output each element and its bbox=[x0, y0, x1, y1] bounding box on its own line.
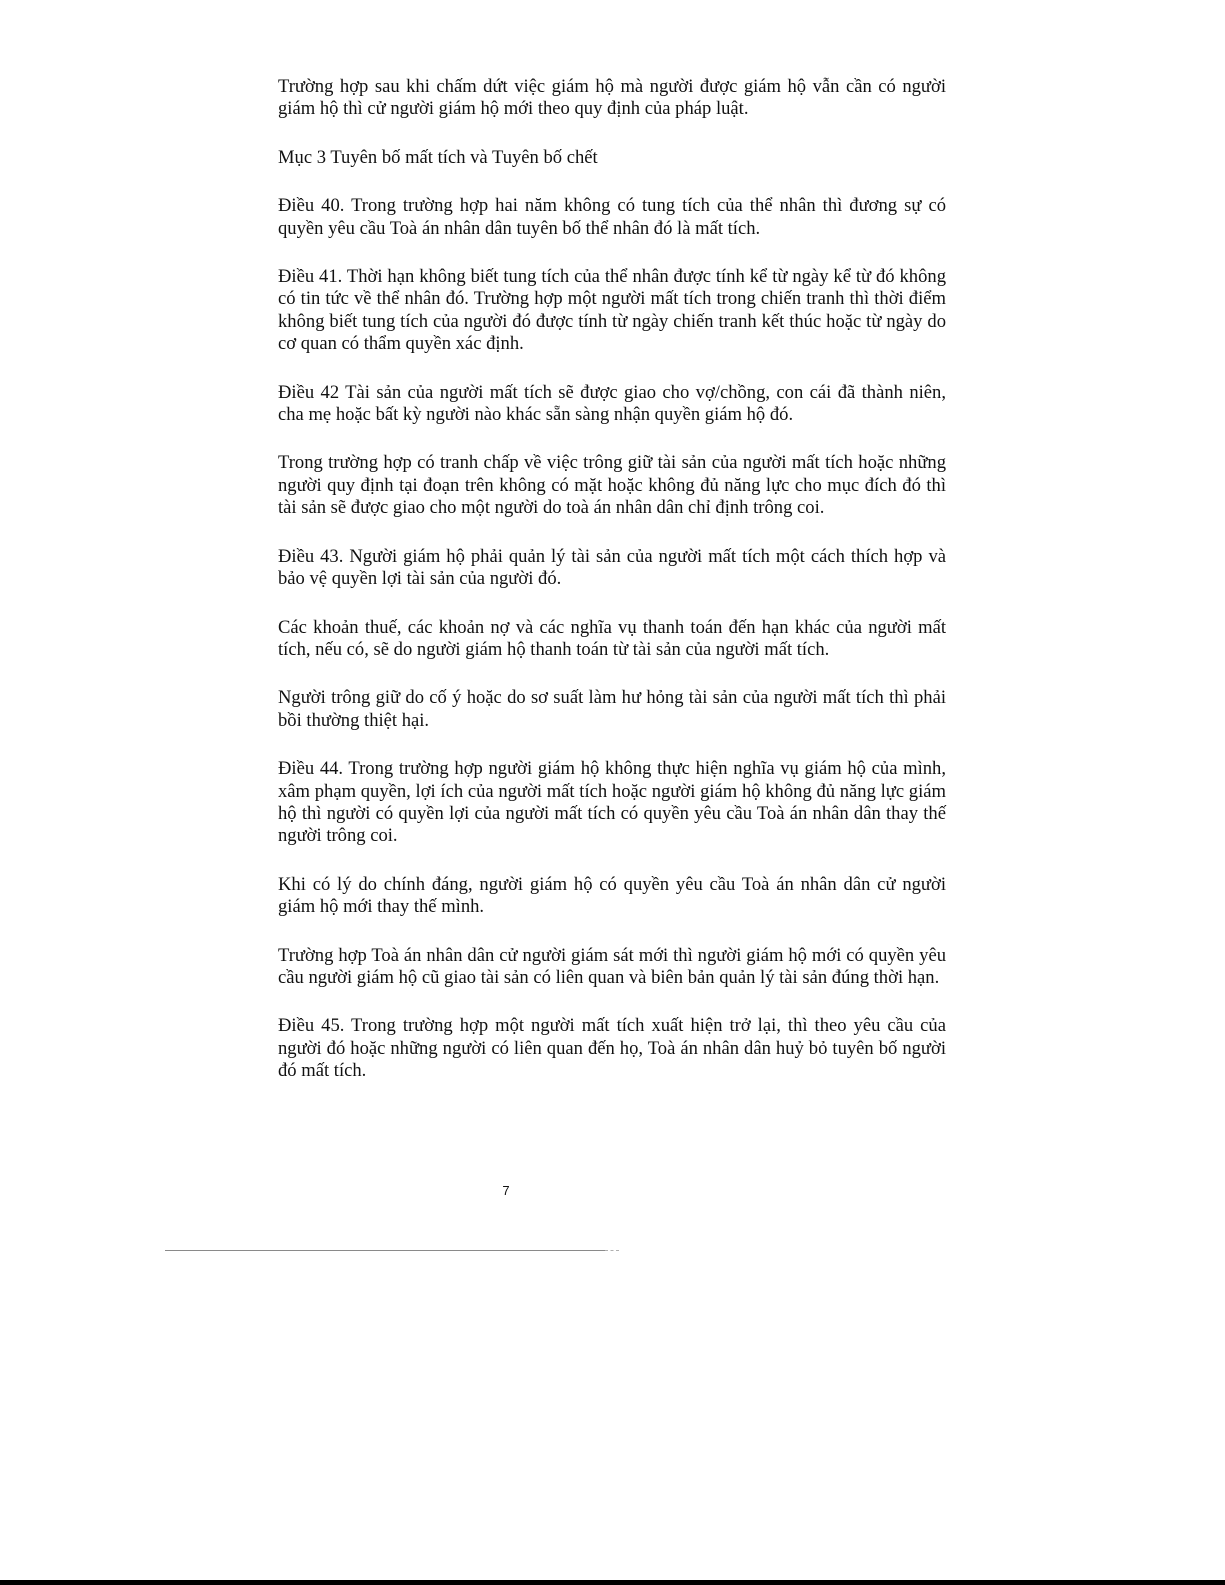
article-43: Điều 43. Người giám hộ phải quản lý tài sản của người mất tích một cách thích hợp và bảo vệ quyền lợi tài sản của người đó. bbox=[278, 545, 946, 590]
article-43-paragraph-3: Người trông giữ do cố ý hoặc do sơ suất làm hư hỏng tài sản của người mất tích thì phải bồi thường thiệt hại. bbox=[278, 687, 946, 731]
page-bottom-border bbox=[0, 1580, 1225, 1585]
article-40: Điều 40. Trong trường hợp hai năm không có tung tích của thể nhân thì đương sự có quyền yêu cầu Toà án nhân dân tuyên bố thể nhân đó là mất tích. bbox=[278, 195, 946, 239]
article-44: Điều 44. Trong trường hợp người giám hộ không thực hiện nghĩa vụ giám hộ của mình, xâm phạm quyền, lợi ích của người mất tích hoặc người giám hộ không đủ năng lực giám hộ thì người có quyền lợi của người mất tích có quyền yêu cầu Toà án nhân dân thay thế người trông coi. bbox=[278, 758, 946, 847]
article-44-paragraph-3: Trường hợp Toà án nhân dân cử người giám sát mới thì người giám hộ mới có quyền yêu cầu người giám hộ cũ giao tài sản có liên quan và biên bản quản lý tài sản đúng thời hạn. bbox=[278, 944, 946, 988]
document-body bbox=[278, 76, 946, 1109]
article-43-paragraph-2: Các khoản thuế, các khoản nợ và các nghĩa vụ thanh toán đến hạn khác của người mất tích, nếu có, sẽ do người giám hộ thanh toán từ tài sản của người mất tích. bbox=[278, 616, 946, 660]
page-number: 7 bbox=[502, 1183, 510, 1198]
article-42: Điều 42 Tài sản của người mất tích sẽ được giao cho vợ/chồng, con cái đã thành niên, cha mẹ hoặc bất kỳ người nào khác sẵn sàng nhận quyền giám hộ đó. bbox=[278, 381, 946, 426]
article-42-paragraph-2: Trong trường hợp có tranh chấp về việc trông giữ tài sản của người mất tích hoặc những người quy định tại đoạn trên không có mặt hoặc không đủ năng lực cho mục đích đó thì tài sản sẽ được giao cho một người do toà án nhân dân chỉ định trông coi. bbox=[278, 452, 946, 519]
footnote-separator-tail bbox=[605, 1250, 619, 1251]
article-41: Điều 41. Thời hạn không biết tung tích của thể nhân được tính kể từ ngày kể từ đó không có tin tức về thể nhân đó. Trường hợp một người mất tích trong chiến tranh thì thời điểm không biết tung tích của người đó được tính từ ngày chiến tranh kết thúc hoặc từ ngày do cơ quan có thẩm quyền xác định. bbox=[278, 266, 946, 355]
section-heading-muc-3: Mục 3 Tuyên bố mất tích và Tuyên bố chết bbox=[278, 146, 598, 168]
paragraph-guardian-replacement: Trường hợp sau khi chấm dứt việc giám hộ mà người được giám hộ vẫn cần có người giám hộ thì cử người giám hộ mới theo quy định của pháp luật. bbox=[278, 76, 946, 120]
article-44-paragraph-2: Khi có lý do chính đáng, người giám hộ có quyền yêu cầu Toà án nhân dân cử người giám hộ mới thay thế mình. bbox=[278, 873, 946, 918]
footnote-separator bbox=[165, 1250, 605, 1251]
article-45: Điều 45. Trong trường hợp một người mất tích xuất hiện trở lại, thì theo yêu cầu của người đó hoặc những người có liên quan đến họ, Toà án nhân dân huỷ bỏ tuyên bố người đó mất tích. bbox=[278, 1015, 946, 1082]
